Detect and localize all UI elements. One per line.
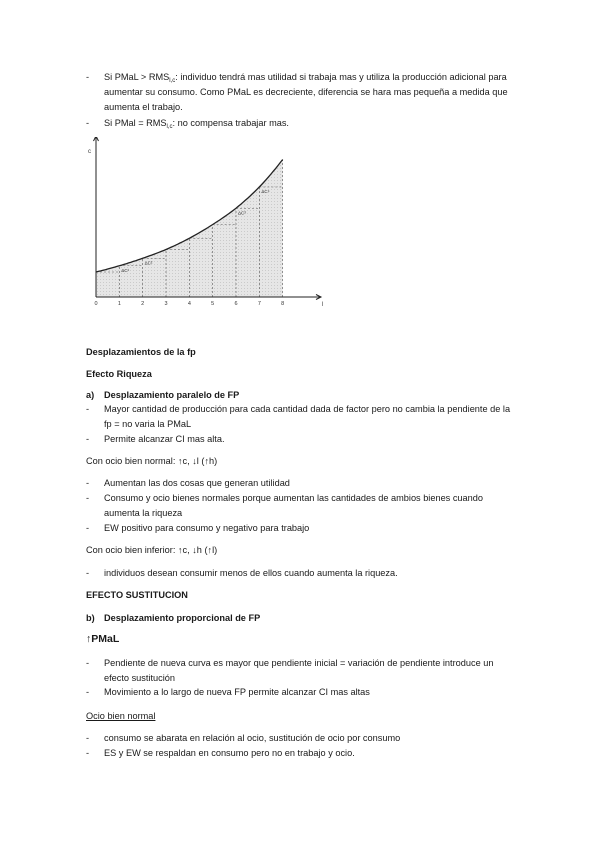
bullet-rest: : no compensa trabajar mas. xyxy=(172,118,289,128)
bullet-subscript: l,c xyxy=(166,124,173,130)
bullet-dash: - xyxy=(86,72,90,82)
bullet-dash: - xyxy=(86,434,90,444)
a-bullet-1: Mayor cantidad de producción para cada cantidad dada de factor pero no cambia la pendiente de la fp = no varia la PMaL xyxy=(104,404,511,429)
y-axis-label: c xyxy=(88,149,91,155)
subheading-a xyxy=(86,388,540,403)
subheading-b xyxy=(86,611,540,626)
heading-desplazamientos: Desplazamientos de la fp xyxy=(86,347,196,357)
bullet-dash: - xyxy=(86,733,90,743)
step-annotation: ΔC³ xyxy=(238,210,246,216)
bullet-pmal-equal xyxy=(104,116,518,131)
production-function-chart xyxy=(84,137,324,317)
heading-efecto-riqueza: Efecto Riqueza xyxy=(86,369,152,379)
bullet-dash: - xyxy=(86,658,90,668)
x-tick-label: 6 xyxy=(234,301,238,307)
bullet-prefix: Si PMaL > RMS xyxy=(104,72,170,82)
normal-bullet-2: Consumo y ocio bienes normales porque aumentan las cantidades de ambios bienes cuando aumenta la riqueza xyxy=(104,493,483,518)
step-annotation: ΔC¹ xyxy=(121,267,130,273)
x-tick-label: 4 xyxy=(187,301,191,307)
ocio-normal-line: Con ocio bien normal: ↑c, ↓l (↑h) xyxy=(86,456,218,466)
x-tick-label: 0 xyxy=(94,301,98,307)
heading-efecto-sustitucion: EFECTO SUSTITUCION xyxy=(86,590,188,600)
bullet-rest: : individuo tendrá mas utilidad si trabaja mas y utiliza la producción adicional para aumentar su consumo. Como PMaL es decreciente, diferencia se hara mas pequeña a medida que aumenta el trabajo. xyxy=(104,72,508,112)
bullet-dash: - xyxy=(86,493,90,503)
b-bullet-2: Movimiento a lo largo de nueva FP permite alcanzar CI mas altas xyxy=(104,687,370,697)
x-tick-label: 7 xyxy=(257,301,261,307)
step-annotation: ΔC⁴ xyxy=(261,189,270,194)
bullet-dash: - xyxy=(86,404,90,414)
subheading-b-title: Desplazamiento proporcional de FP xyxy=(104,613,261,623)
normal-bullet-3: EW positivo para consumo y negativo para trabajo xyxy=(104,523,310,533)
ocio-bien-normal-heading: Ocio bien normal xyxy=(86,711,156,721)
x-tick-label: 3 xyxy=(164,301,168,307)
x-tick-label: 5 xyxy=(211,301,215,307)
ocio-bullet-1: consumo se abarata en relación al ocio, sustitución de ocio por consumo xyxy=(104,733,401,743)
pmal-increase: ↑PMaL xyxy=(86,633,120,645)
subheading-a-title: Desplazamiento paralelo de FP xyxy=(104,390,240,400)
bullet-pmal-greater xyxy=(104,70,518,115)
bullet-dash: - xyxy=(86,118,90,128)
bullet-dash: - xyxy=(86,568,90,578)
x-tick-label: 8 xyxy=(281,301,285,307)
x-tick-label: 2 xyxy=(141,301,145,307)
bullet-dash: - xyxy=(86,687,90,697)
b-bullet-1: Pendiente de nueva curva es mayor que pendiente inicial = variación de pendiente introduce un efecto sustitución xyxy=(104,658,494,683)
bullet-prefix: Si PMal = RMS xyxy=(104,118,167,128)
inferior-bullet-1: individuos desean consumir menos de ellos cuando aumenta la riqueza. xyxy=(104,568,398,578)
a-bullet-2: Permite alcanzar CI mas alta. xyxy=(104,434,225,444)
bullet-dash: - xyxy=(86,523,90,533)
x-tick-label: 1 xyxy=(117,301,121,307)
subheading-b-label: b) xyxy=(86,613,95,623)
ocio-inferior-line: Con ocio bien inferior: ↑c, ↓h (↑l) xyxy=(86,545,218,555)
bullet-subscript: l,c xyxy=(169,78,176,84)
subheading-a-label: a) xyxy=(86,390,95,400)
bullet-dash: - xyxy=(86,478,90,488)
normal-bullet-1: Aumentan las dos cosas que generan utilidad xyxy=(104,478,290,488)
step-annotation: ΔC² xyxy=(144,260,153,266)
x-axis-label: l xyxy=(322,302,324,308)
ocio-bullet-2: ES y EW se respaldan en consumo pero no en trabajo y ocio. xyxy=(104,748,355,758)
bullet-dash: - xyxy=(86,748,90,758)
